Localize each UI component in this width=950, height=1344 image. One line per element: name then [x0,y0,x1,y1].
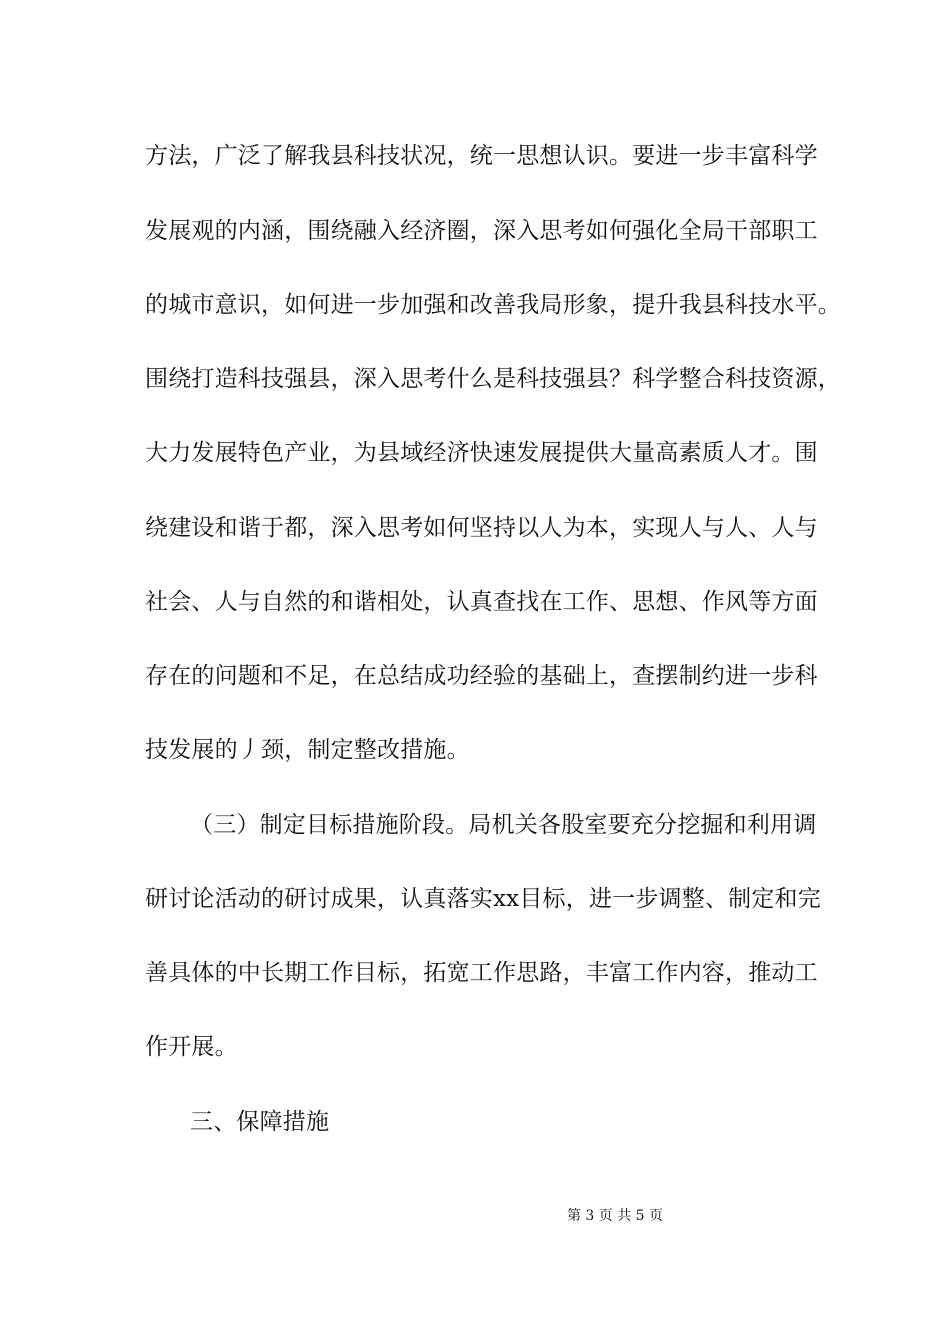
body-line-9: 技发展的丿颈，制定整改措施。 [145,737,470,763]
body-line-5: 大力发展特色产业，为县域经济快速发展提供大量高素质人才。围 [145,440,818,466]
body-line-8: 存在的问题和不足，在总结成功经验的基础上，查摆制约进一步科 [145,663,818,689]
body-line-4: 围绕打造科技强县，深入思考什么是科技强县？科学整合科技资源， [145,366,841,392]
section-three-heading-line: （三）制定目标措施阶段。局机关各股室要充分挖掘和利用调 [190,812,817,838]
body-line-1: 方法，广泛了解我县科技状况，统一思想认识。要进一步丰富科学 [145,143,818,169]
body-line-12: 善具体的中长期工作目标，拓宽工作思路，丰富工作内容，推动工 [145,960,818,986]
body-line-6: 绕建设和谐于都，深入思考如何坚持以人为本，实现人与人、人与 [145,515,818,541]
page-footer [0,1207,950,1225]
body-line-7: 社会、人与自然的和谐相处，认真查找在工作、思想、作风等方面 [145,589,818,615]
page-number: 第 3 页 共 5 页 [566,1208,664,1224]
body-line-11: 研讨论活动的研讨成果，认真落实xx目标，进一步调整、制定和完 [145,886,821,912]
body-line-2: 发展观的内涵，围绕融入经济圈，深入思考如何强化全局干部职工 [145,218,818,244]
body-line-3: 的城市意识，如何进一步加强和改善我局形象，提升我县科技水平。 [145,292,841,318]
section-heading-safeguards: 三、保障措施 [190,1109,330,1135]
body-line-13: 作开展。 [145,1034,238,1060]
